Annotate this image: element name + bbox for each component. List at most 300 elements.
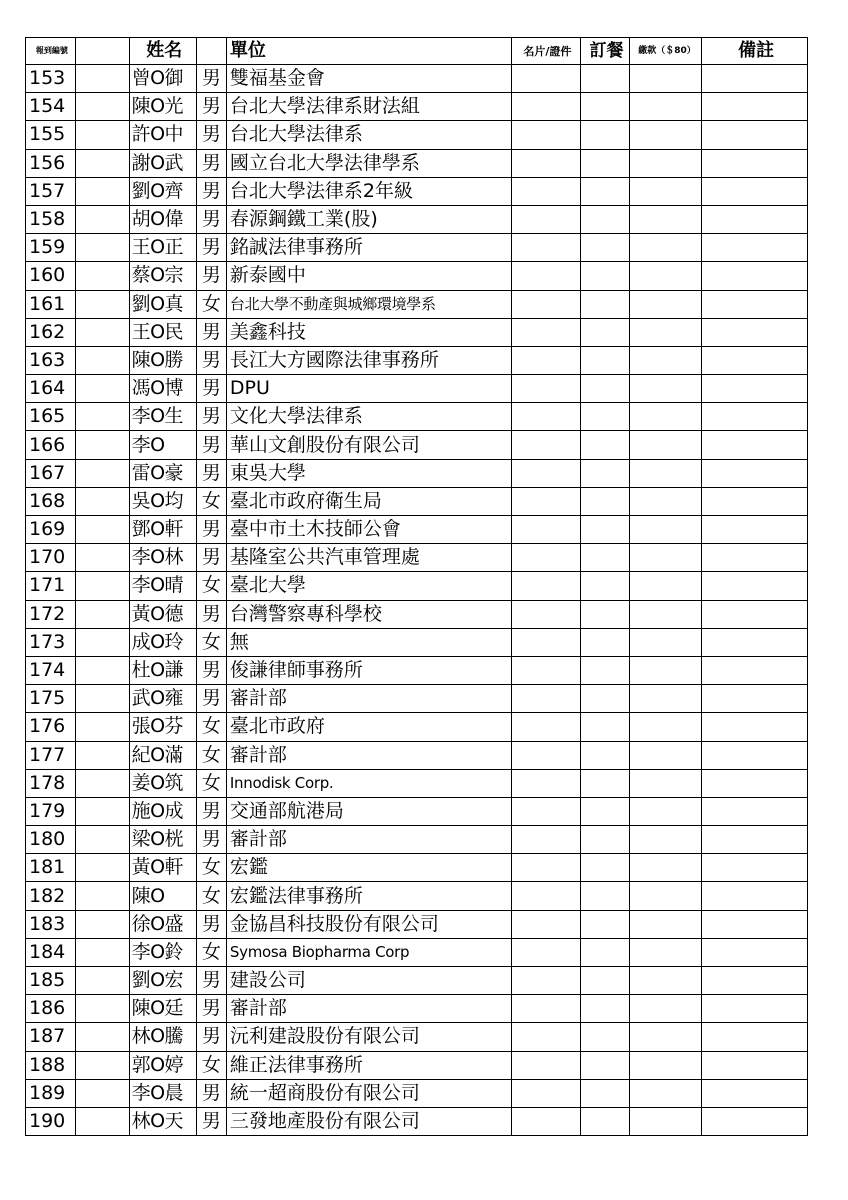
gender-cell: 男 bbox=[196, 262, 226, 290]
note-cell bbox=[702, 262, 808, 290]
gender-cell: 女 bbox=[196, 713, 226, 741]
gender-cell: 男 bbox=[196, 1023, 226, 1051]
meal-cell bbox=[581, 262, 630, 290]
blank-cell bbox=[75, 177, 129, 205]
meal-cell bbox=[581, 149, 630, 177]
blank-cell bbox=[75, 882, 129, 910]
gender-cell: 男 bbox=[196, 403, 226, 431]
note-cell bbox=[702, 149, 808, 177]
reg-no-cell: 167 bbox=[26, 459, 76, 487]
card-cell bbox=[511, 1051, 580, 1079]
table-row bbox=[26, 403, 808, 431]
reg-no-cell: 163 bbox=[26, 346, 76, 374]
reg-no-cell: 172 bbox=[26, 600, 76, 628]
blank-cell bbox=[75, 403, 129, 431]
table-row bbox=[26, 938, 808, 966]
fee-cell bbox=[629, 93, 702, 121]
note-cell bbox=[702, 234, 808, 262]
name-cell: 許O中 bbox=[129, 121, 196, 149]
fee-cell bbox=[629, 826, 702, 854]
unit-cell: 臺中市土木技師公會 bbox=[226, 516, 511, 544]
note-cell bbox=[702, 487, 808, 515]
gender-cell: 男 bbox=[196, 149, 226, 177]
card-cell bbox=[511, 1079, 580, 1107]
card-cell bbox=[511, 741, 580, 769]
unit-cell: 三發地產股份有限公司 bbox=[226, 1107, 511, 1135]
reg-no-cell: 176 bbox=[26, 713, 76, 741]
note-cell bbox=[702, 1107, 808, 1135]
meal-cell bbox=[581, 938, 630, 966]
blank-cell bbox=[75, 600, 129, 628]
reg-no-cell: 166 bbox=[26, 431, 76, 459]
note-cell bbox=[702, 769, 808, 797]
unit-cell: 東吳大學 bbox=[226, 459, 511, 487]
meal-cell bbox=[581, 403, 630, 431]
blank-cell bbox=[75, 910, 129, 938]
blank-cell bbox=[75, 516, 129, 544]
note-cell bbox=[702, 572, 808, 600]
meal-cell bbox=[581, 544, 630, 572]
fee-cell bbox=[629, 403, 702, 431]
meal-cell bbox=[581, 713, 630, 741]
table-row bbox=[26, 318, 808, 346]
meal-cell bbox=[581, 1079, 630, 1107]
header-blank bbox=[75, 38, 129, 65]
table-row bbox=[26, 544, 808, 572]
meal-cell bbox=[581, 572, 630, 600]
fee-cell bbox=[629, 65, 702, 93]
reg-no-cell: 159 bbox=[26, 234, 76, 262]
gender-cell: 男 bbox=[196, 516, 226, 544]
card-cell bbox=[511, 967, 580, 995]
card-cell bbox=[511, 93, 580, 121]
name-cell: 陳O勝 bbox=[129, 346, 196, 374]
blank-cell bbox=[75, 121, 129, 149]
card-cell bbox=[511, 713, 580, 741]
note-cell bbox=[702, 544, 808, 572]
meal-cell bbox=[581, 234, 630, 262]
card-cell bbox=[511, 403, 580, 431]
card-cell bbox=[511, 149, 580, 177]
meal-cell bbox=[581, 797, 630, 825]
meal-cell bbox=[581, 177, 630, 205]
note-cell bbox=[702, 318, 808, 346]
gender-cell: 男 bbox=[196, 93, 226, 121]
reg-no-cell: 155 bbox=[26, 121, 76, 149]
blank-cell bbox=[75, 149, 129, 177]
name-cell: 杜O謙 bbox=[129, 656, 196, 684]
reg-no-cell: 169 bbox=[26, 516, 76, 544]
table-row bbox=[26, 628, 808, 656]
note-cell bbox=[702, 1023, 808, 1051]
meal-cell bbox=[581, 910, 630, 938]
fee-cell bbox=[629, 262, 702, 290]
note-cell bbox=[702, 65, 808, 93]
table-row bbox=[26, 656, 808, 684]
gender-cell: 男 bbox=[196, 656, 226, 684]
gender-cell: 女 bbox=[196, 769, 226, 797]
card-cell bbox=[511, 205, 580, 233]
table-row bbox=[26, 1079, 808, 1107]
name-cell: 王O民 bbox=[129, 318, 196, 346]
unit-cell: 無 bbox=[226, 628, 511, 656]
unit-cell: 台灣警察專科學校 bbox=[226, 600, 511, 628]
reg-no-cell: 158 bbox=[26, 205, 76, 233]
table-row bbox=[26, 375, 808, 403]
meal-cell bbox=[581, 459, 630, 487]
gender-cell: 男 bbox=[196, 1107, 226, 1135]
unit-cell: 統一超商股份有限公司 bbox=[226, 1079, 511, 1107]
meal-cell bbox=[581, 65, 630, 93]
note-cell bbox=[702, 459, 808, 487]
gender-cell: 女 bbox=[196, 741, 226, 769]
unit-cell: 美鑫科技 bbox=[226, 318, 511, 346]
card-cell bbox=[511, 487, 580, 515]
note-cell bbox=[702, 431, 808, 459]
unit-cell: 臺北市政府衛生局 bbox=[226, 487, 511, 515]
table-row bbox=[26, 262, 808, 290]
table-row bbox=[26, 910, 808, 938]
reg-no-cell: 153 bbox=[26, 65, 76, 93]
reg-no-cell: 161 bbox=[26, 290, 76, 318]
table-row bbox=[26, 882, 808, 910]
unit-cell: 台北大學法律系 bbox=[226, 121, 511, 149]
gender-cell: 男 bbox=[196, 459, 226, 487]
card-cell bbox=[511, 177, 580, 205]
fee-cell bbox=[629, 628, 702, 656]
card-cell bbox=[511, 1107, 580, 1135]
unit-cell: 維正法律事務所 bbox=[226, 1051, 511, 1079]
meal-cell bbox=[581, 1107, 630, 1135]
gender-cell: 女 bbox=[196, 290, 226, 318]
blank-cell bbox=[75, 826, 129, 854]
fee-cell bbox=[629, 769, 702, 797]
meal-cell bbox=[581, 995, 630, 1023]
table-row bbox=[26, 967, 808, 995]
name-cell: 劉O真 bbox=[129, 290, 196, 318]
blank-cell bbox=[75, 628, 129, 656]
unit-cell: 審計部 bbox=[226, 685, 511, 713]
reg-no-cell: 177 bbox=[26, 741, 76, 769]
meal-cell bbox=[581, 205, 630, 233]
gender-cell: 女 bbox=[196, 572, 226, 600]
unit-cell: 國立台北大學法律學系 bbox=[226, 149, 511, 177]
unit-cell: 審計部 bbox=[226, 826, 511, 854]
note-cell bbox=[702, 967, 808, 995]
fee-cell bbox=[629, 149, 702, 177]
card-cell bbox=[511, 431, 580, 459]
meal-cell bbox=[581, 516, 630, 544]
fee-cell bbox=[629, 600, 702, 628]
note-cell bbox=[702, 938, 808, 966]
card-cell bbox=[511, 854, 580, 882]
unit-cell: Innodisk Corp. bbox=[226, 769, 511, 797]
reg-no-cell: 183 bbox=[26, 910, 76, 938]
name-cell: 成O玲 bbox=[129, 628, 196, 656]
fee-cell bbox=[629, 121, 702, 149]
reg-no-cell: 168 bbox=[26, 487, 76, 515]
note-cell bbox=[702, 826, 808, 854]
blank-cell bbox=[75, 797, 129, 825]
gender-cell: 男 bbox=[196, 121, 226, 149]
card-cell bbox=[511, 459, 580, 487]
name-cell: 施O成 bbox=[129, 797, 196, 825]
name-cell: 黃O軒 bbox=[129, 854, 196, 882]
meal-cell bbox=[581, 741, 630, 769]
header-reg-no: 報到編號 bbox=[26, 38, 76, 65]
blank-cell bbox=[75, 205, 129, 233]
name-cell: 胡O偉 bbox=[129, 205, 196, 233]
table-row bbox=[26, 854, 808, 882]
blank-cell bbox=[75, 262, 129, 290]
table-row bbox=[26, 149, 808, 177]
gender-cell: 男 bbox=[196, 797, 226, 825]
fee-cell bbox=[629, 431, 702, 459]
name-cell: 林O天 bbox=[129, 1107, 196, 1135]
reg-no-cell: 178 bbox=[26, 769, 76, 797]
fee-cell bbox=[629, 854, 702, 882]
fee-cell bbox=[629, 234, 702, 262]
note-cell bbox=[702, 93, 808, 121]
blank-cell bbox=[75, 318, 129, 346]
fee-cell bbox=[629, 1023, 702, 1051]
gender-cell: 男 bbox=[196, 318, 226, 346]
name-cell: 謝O武 bbox=[129, 149, 196, 177]
meal-cell bbox=[581, 882, 630, 910]
unit-cell: 俊謙律師事務所 bbox=[226, 656, 511, 684]
blank-cell bbox=[75, 656, 129, 684]
gender-cell: 男 bbox=[196, 1079, 226, 1107]
blank-cell bbox=[75, 854, 129, 882]
note-cell bbox=[702, 375, 808, 403]
fee-cell bbox=[629, 713, 702, 741]
reg-no-cell: 164 bbox=[26, 375, 76, 403]
unit-cell: 沅利建設股份有限公司 bbox=[226, 1023, 511, 1051]
unit-cell: 長江大方國際法律事務所 bbox=[226, 346, 511, 374]
fee-cell bbox=[629, 1051, 702, 1079]
fee-cell bbox=[629, 1079, 702, 1107]
reg-no-cell: 188 bbox=[26, 1051, 76, 1079]
gender-cell: 男 bbox=[196, 375, 226, 403]
unit-cell: 宏鑑 bbox=[226, 854, 511, 882]
meal-cell bbox=[581, 769, 630, 797]
meal-cell bbox=[581, 121, 630, 149]
fee-cell bbox=[629, 290, 702, 318]
table-row bbox=[26, 995, 808, 1023]
name-cell: 蔡O宗 bbox=[129, 262, 196, 290]
table-row bbox=[26, 459, 808, 487]
name-cell: 陳O廷 bbox=[129, 995, 196, 1023]
card-cell bbox=[511, 375, 580, 403]
meal-cell bbox=[581, 487, 630, 515]
gender-cell: 男 bbox=[196, 65, 226, 93]
meal-cell bbox=[581, 431, 630, 459]
card-cell bbox=[511, 826, 580, 854]
note-cell bbox=[702, 995, 808, 1023]
note-cell bbox=[702, 685, 808, 713]
fee-cell bbox=[629, 375, 702, 403]
table-row bbox=[26, 572, 808, 600]
name-cell: 李O鈴 bbox=[129, 938, 196, 966]
unit-cell: 建設公司 bbox=[226, 967, 511, 995]
blank-cell bbox=[75, 459, 129, 487]
blank-cell bbox=[75, 938, 129, 966]
note-cell bbox=[702, 910, 808, 938]
table-row bbox=[26, 685, 808, 713]
header-gender bbox=[196, 38, 226, 65]
gender-cell: 男 bbox=[196, 234, 226, 262]
table-row bbox=[26, 713, 808, 741]
unit-cell: 臺北市政府 bbox=[226, 713, 511, 741]
blank-cell bbox=[75, 544, 129, 572]
meal-cell bbox=[581, 967, 630, 995]
meal-cell bbox=[581, 318, 630, 346]
card-cell bbox=[511, 769, 580, 797]
name-cell: 姜O筑 bbox=[129, 769, 196, 797]
unit-cell: 審計部 bbox=[226, 995, 511, 1023]
gender-cell: 男 bbox=[196, 995, 226, 1023]
meal-cell bbox=[581, 600, 630, 628]
fee-cell bbox=[629, 318, 702, 346]
meal-cell bbox=[581, 1023, 630, 1051]
unit-cell: 華山文創股份有限公司 bbox=[226, 431, 511, 459]
unit-cell: 銘誠法律事務所 bbox=[226, 234, 511, 262]
meal-cell bbox=[581, 93, 630, 121]
blank-cell bbox=[75, 1051, 129, 1079]
table-row bbox=[26, 1023, 808, 1051]
note-cell bbox=[702, 882, 808, 910]
card-cell bbox=[511, 65, 580, 93]
card-cell bbox=[511, 234, 580, 262]
card-cell bbox=[511, 318, 580, 346]
unit-cell: 交通部航港局 bbox=[226, 797, 511, 825]
name-cell: 陳O光 bbox=[129, 93, 196, 121]
header-note: 備註 bbox=[702, 38, 808, 65]
table-row bbox=[26, 121, 808, 149]
note-cell bbox=[702, 205, 808, 233]
fee-cell bbox=[629, 544, 702, 572]
blank-cell bbox=[75, 713, 129, 741]
blank-cell bbox=[75, 685, 129, 713]
card-cell bbox=[511, 938, 580, 966]
meal-cell bbox=[581, 346, 630, 374]
name-cell: 李O林 bbox=[129, 544, 196, 572]
name-cell: 紀O滿 bbox=[129, 741, 196, 769]
name-cell: 李O生 bbox=[129, 403, 196, 431]
blank-cell bbox=[75, 431, 129, 459]
unit-cell: 春源鋼鐵工業(股) bbox=[226, 205, 511, 233]
blank-cell bbox=[75, 1023, 129, 1051]
unit-cell: 雙福基金會 bbox=[226, 65, 511, 93]
reg-no-cell: 189 bbox=[26, 1079, 76, 1107]
name-cell: 梁O桄 bbox=[129, 826, 196, 854]
note-cell bbox=[702, 121, 808, 149]
fee-cell bbox=[629, 459, 702, 487]
unit-cell: 新泰國中 bbox=[226, 262, 511, 290]
blank-cell bbox=[75, 65, 129, 93]
reg-no-cell: 156 bbox=[26, 149, 76, 177]
name-cell: 武O雍 bbox=[129, 685, 196, 713]
note-cell bbox=[702, 403, 808, 431]
unit-cell: 臺北大學 bbox=[226, 572, 511, 600]
meal-cell bbox=[581, 826, 630, 854]
blank-cell bbox=[75, 290, 129, 318]
reg-no-cell: 171 bbox=[26, 572, 76, 600]
table-row bbox=[26, 769, 808, 797]
meal-cell bbox=[581, 628, 630, 656]
blank-cell bbox=[75, 572, 129, 600]
name-cell: 馮O博 bbox=[129, 375, 196, 403]
table-row bbox=[26, 234, 808, 262]
fee-cell bbox=[629, 797, 702, 825]
reg-no-cell: 165 bbox=[26, 403, 76, 431]
reg-no-cell: 185 bbox=[26, 967, 76, 995]
meal-cell bbox=[581, 656, 630, 684]
fee-cell bbox=[629, 177, 702, 205]
name-cell: 吳O均 bbox=[129, 487, 196, 515]
name-cell: 劉O齊 bbox=[129, 177, 196, 205]
reg-no-cell: 173 bbox=[26, 628, 76, 656]
card-cell bbox=[511, 544, 580, 572]
reg-no-cell: 157 bbox=[26, 177, 76, 205]
card-cell bbox=[511, 600, 580, 628]
gender-cell: 男 bbox=[196, 544, 226, 572]
meal-cell bbox=[581, 854, 630, 882]
fee-cell bbox=[629, 882, 702, 910]
note-cell bbox=[702, 628, 808, 656]
gender-cell: 男 bbox=[196, 910, 226, 938]
blank-cell bbox=[75, 234, 129, 262]
gender-cell: 男 bbox=[196, 967, 226, 995]
reg-no-cell: 162 bbox=[26, 318, 76, 346]
blank-cell bbox=[75, 487, 129, 515]
fee-cell bbox=[629, 995, 702, 1023]
table-row bbox=[26, 487, 808, 515]
card-cell bbox=[511, 1023, 580, 1051]
card-cell bbox=[511, 121, 580, 149]
gender-cell: 男 bbox=[196, 346, 226, 374]
reg-no-cell: 170 bbox=[26, 544, 76, 572]
name-cell: 劉O宏 bbox=[129, 967, 196, 995]
reg-no-cell: 179 bbox=[26, 797, 76, 825]
fee-cell bbox=[629, 487, 702, 515]
fee-cell bbox=[629, 685, 702, 713]
gender-cell: 女 bbox=[196, 938, 226, 966]
note-cell bbox=[702, 346, 808, 374]
gender-cell: 男 bbox=[196, 431, 226, 459]
table-row bbox=[26, 797, 808, 825]
unit-cell: 台北大學法律系財法組 bbox=[226, 93, 511, 121]
table-row bbox=[26, 431, 808, 459]
unit-cell: 審計部 bbox=[226, 741, 511, 769]
table-row bbox=[26, 741, 808, 769]
blank-cell bbox=[75, 375, 129, 403]
table-body bbox=[26, 65, 808, 1136]
blank-cell bbox=[75, 1079, 129, 1107]
unit-cell: DPU bbox=[226, 375, 511, 403]
table-row bbox=[26, 1107, 808, 1135]
note-cell bbox=[702, 713, 808, 741]
card-cell bbox=[511, 516, 580, 544]
header-card: 名片/證件 bbox=[511, 38, 580, 65]
reg-no-cell: 160 bbox=[26, 262, 76, 290]
fee-cell bbox=[629, 656, 702, 684]
note-cell bbox=[702, 516, 808, 544]
gender-cell: 男 bbox=[196, 600, 226, 628]
reg-no-cell: 187 bbox=[26, 1023, 76, 1051]
fee-cell bbox=[629, 1107, 702, 1135]
reg-no-cell: 175 bbox=[26, 685, 76, 713]
